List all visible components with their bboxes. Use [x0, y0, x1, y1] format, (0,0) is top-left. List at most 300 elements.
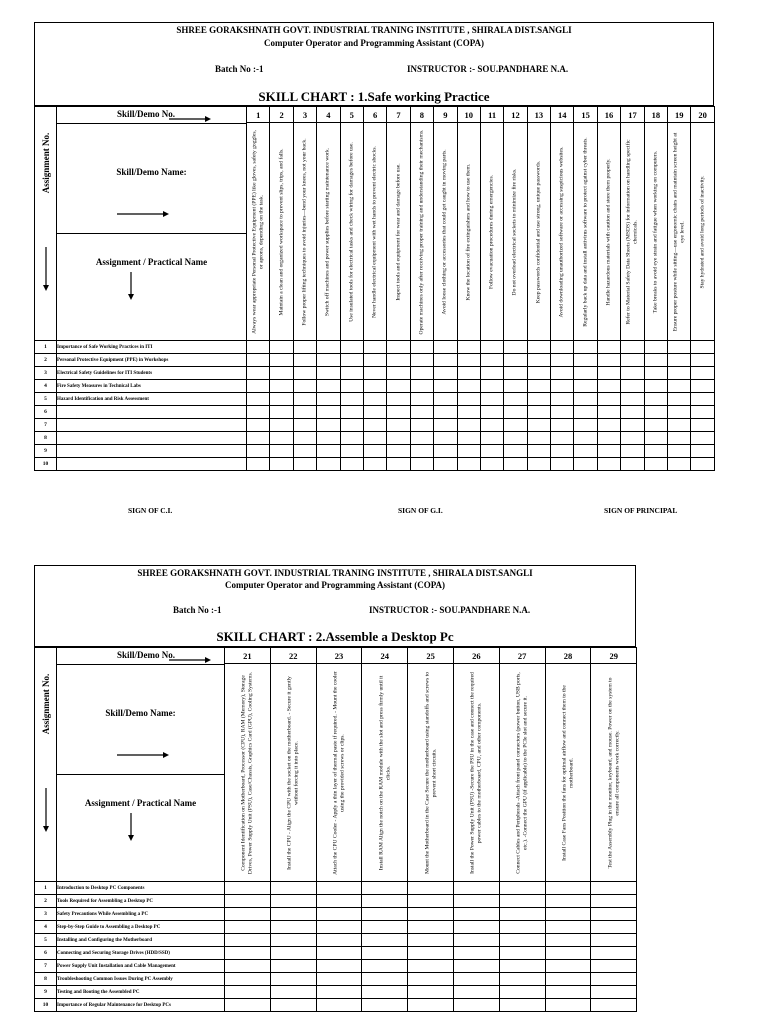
skill-check-cell[interactable]	[691, 393, 714, 406]
assignment-number: 9	[35, 445, 57, 458]
skill-check-cell[interactable]	[504, 380, 527, 393]
skill-check-cell[interactable]	[551, 406, 574, 419]
skill-check-cell[interactable]	[410, 354, 433, 367]
skill-check-cell[interactable]	[644, 341, 667, 354]
skill-check-cell[interactable]	[410, 445, 433, 458]
skill-check-cell[interactable]	[270, 380, 293, 393]
skill-check-cell[interactable]	[363, 458, 386, 471]
skill-check-cell[interactable]	[317, 458, 340, 471]
skill-check-cell[interactable]	[247, 419, 270, 432]
skill-check-cell[interactable]	[270, 934, 316, 947]
skill-check-cell[interactable]	[410, 432, 433, 445]
skill-check-cell[interactable]	[340, 458, 363, 471]
skill-check-cell[interactable]	[644, 445, 667, 458]
skill-check-cell[interactable]	[499, 986, 545, 999]
skill-check-cell[interactable]	[317, 445, 340, 458]
skill-check-cell[interactable]	[340, 367, 363, 380]
skill-check-cell[interactable]	[545, 999, 591, 1012]
skill-check-cell[interactable]	[340, 393, 363, 406]
skill-check-cell[interactable]	[247, 432, 270, 445]
skill-check-cell[interactable]	[363, 432, 386, 445]
chart2-instructor: INSTRUCTOR :- SOU.PANDHARE N.A.	[369, 605, 531, 615]
skill-check-cell[interactable]	[545, 921, 591, 934]
skill-check-cell[interactable]	[691, 341, 714, 354]
table-row	[35, 986, 637, 999]
skill-check-cell[interactable]	[668, 341, 691, 354]
skill-check-cell[interactable]	[434, 380, 457, 393]
skill-check-cell[interactable]	[362, 986, 408, 999]
skill-check-cell[interactable]	[574, 419, 597, 432]
skill-check-cell[interactable]	[551, 445, 574, 458]
skill-check-cell[interactable]	[591, 986, 637, 999]
skill-check-cell[interactable]	[545, 934, 591, 947]
skill-check-cell[interactable]	[363, 445, 386, 458]
skill-check-cell[interactable]	[551, 354, 574, 367]
skill-check-cell[interactable]	[340, 445, 363, 458]
skill-check-cell[interactable]	[408, 882, 454, 895]
skill-check-cell[interactable]	[362, 973, 408, 986]
skill-check-cell[interactable]	[527, 445, 550, 458]
skill-check-cell[interactable]	[408, 895, 454, 908]
skill-check-cell[interactable]	[457, 432, 480, 445]
skill-check-cell[interactable]	[668, 393, 691, 406]
skill-check-cell[interactable]	[597, 458, 620, 471]
skill-check-cell[interactable]	[499, 947, 545, 960]
skill-check-cell[interactable]	[293, 367, 316, 380]
skill-check-cell[interactable]	[340, 380, 363, 393]
skill-check-cell[interactable]	[591, 921, 637, 934]
skill-check-cell[interactable]	[340, 341, 363, 354]
skill-check-cell[interactable]	[668, 354, 691, 367]
skill-check-cell[interactable]	[644, 367, 667, 380]
skill-check-cell[interactable]	[551, 393, 574, 406]
skill-check-cell[interactable]	[225, 921, 271, 934]
skill-check-cell[interactable]	[225, 960, 271, 973]
skill-check-cell[interactable]	[691, 445, 714, 458]
skill-check-cell[interactable]	[434, 341, 457, 354]
skill-number: 13	[527, 107, 550, 123]
skill-check-cell[interactable]	[434, 419, 457, 432]
skill-check-cell[interactable]	[317, 341, 340, 354]
skill-check-cell[interactable]	[691, 354, 714, 367]
skill-check-cell[interactable]	[545, 947, 591, 960]
skill-check-cell[interactable]	[293, 406, 316, 419]
skill-demo-name-label: Skill/Demo Name:	[116, 167, 187, 177]
skill-check-cell[interactable]	[387, 380, 410, 393]
skill-check-cell[interactable]	[597, 406, 620, 419]
skill-number: 12	[504, 107, 527, 123]
sign-gi: SIGN OF G.I.	[398, 506, 443, 515]
skill-check-cell[interactable]	[225, 895, 271, 908]
skill-check-cell[interactable]	[480, 380, 503, 393]
skill-check-cell[interactable]	[317, 432, 340, 445]
skill-check-cell[interactable]	[691, 432, 714, 445]
skill-check-cell[interactable]	[668, 445, 691, 458]
skill-check-cell[interactable]	[340, 432, 363, 445]
skill-check-cell[interactable]	[644, 419, 667, 432]
skill-check-cell[interactable]	[387, 419, 410, 432]
skill-check-cell[interactable]	[293, 354, 316, 367]
skill-check-cell[interactable]	[270, 393, 293, 406]
skill-check-cell[interactable]	[668, 419, 691, 432]
skill-check-cell[interactable]	[574, 367, 597, 380]
skill-check-cell[interactable]	[316, 999, 362, 1012]
skill-check-cell[interactable]	[340, 354, 363, 367]
skill-check-cell[interactable]	[499, 973, 545, 986]
skill-check-cell[interactable]	[410, 406, 433, 419]
skill-check-cell[interactable]	[457, 354, 480, 367]
skill-check-cell[interactable]	[434, 406, 457, 419]
skill-check-cell[interactable]	[317, 367, 340, 380]
skill-check-cell[interactable]	[387, 367, 410, 380]
skill-check-cell[interactable]	[316, 882, 362, 895]
skill-check-cell[interactable]	[691, 367, 714, 380]
skill-check-cell[interactable]	[621, 380, 644, 393]
skill-check-cell[interactable]	[408, 921, 454, 934]
skill-number: 18	[644, 107, 667, 123]
skill-check-cell[interactable]	[408, 973, 454, 986]
skill-check-cell[interactable]	[545, 973, 591, 986]
skill-check-cell[interactable]	[247, 380, 270, 393]
skill-check-cell[interactable]	[644, 393, 667, 406]
skill-check-cell[interactable]	[480, 445, 503, 458]
skill-check-cell[interactable]	[597, 341, 620, 354]
skill-check-cell[interactable]	[597, 432, 620, 445]
skill-check-cell[interactable]	[457, 341, 480, 354]
skill-check-cell[interactable]	[247, 367, 270, 380]
skill-check-cell[interactable]	[504, 406, 527, 419]
table-row	[35, 367, 715, 380]
skill-check-cell[interactable]	[293, 341, 316, 354]
skill-check-cell[interactable]	[362, 934, 408, 947]
skill-check-cell[interactable]	[317, 354, 340, 367]
skill-check-cell[interactable]	[363, 354, 386, 367]
skill-check-cell[interactable]	[453, 934, 499, 947]
skill-check-cell[interactable]	[387, 406, 410, 419]
skill-check-cell[interactable]	[225, 986, 271, 999]
skill-check-cell[interactable]	[317, 406, 340, 419]
skill-check-cell[interactable]	[453, 895, 499, 908]
skill-check-cell[interactable]	[387, 393, 410, 406]
skill-check-cell[interactable]	[691, 458, 714, 471]
skill-check-cell[interactable]	[691, 419, 714, 432]
skill-check-cell[interactable]	[504, 393, 527, 406]
skill-check-cell[interactable]	[387, 341, 410, 354]
skill-check-cell[interactable]	[434, 432, 457, 445]
skill-check-cell[interactable]	[574, 393, 597, 406]
skill-check-cell[interactable]	[247, 341, 270, 354]
skill-check-cell[interactable]	[453, 986, 499, 999]
skill-check-cell[interactable]	[362, 882, 408, 895]
skill-check-cell[interactable]	[340, 406, 363, 419]
skill-check-cell[interactable]	[362, 999, 408, 1012]
skill-check-cell[interactable]	[591, 960, 637, 973]
skill-check-cell[interactable]	[410, 367, 433, 380]
skill-check-cell[interactable]	[453, 882, 499, 895]
skill-check-cell[interactable]	[362, 895, 408, 908]
skill-check-cell[interactable]	[225, 934, 271, 947]
skill-check-cell[interactable]	[551, 341, 574, 354]
skill-check-cell[interactable]	[225, 908, 271, 921]
skill-check-cell[interactable]	[621, 367, 644, 380]
skill-check-cell[interactable]	[453, 960, 499, 973]
skill-check-cell[interactable]	[691, 380, 714, 393]
skill-check-cell[interactable]	[551, 432, 574, 445]
skill-check-cell[interactable]	[591, 973, 637, 986]
skill-check-cell[interactable]	[434, 354, 457, 367]
skill-check-cell[interactable]	[363, 406, 386, 419]
skill-check-cell[interactable]	[410, 458, 433, 471]
skill-check-cell[interactable]	[597, 367, 620, 380]
skill-check-cell[interactable]	[621, 458, 644, 471]
skill-check-cell[interactable]	[270, 960, 316, 973]
skill-check-cell[interactable]	[574, 458, 597, 471]
skill-check-cell[interactable]	[270, 341, 293, 354]
skill-check-cell[interactable]	[597, 419, 620, 432]
skill-check-cell[interactable]	[644, 406, 667, 419]
skill-check-cell[interactable]	[408, 999, 454, 1012]
skill-check-cell[interactable]	[270, 432, 293, 445]
skill-check-cell[interactable]	[480, 419, 503, 432]
skill-check-cell[interactable]	[225, 947, 271, 960]
skill-check-cell[interactable]	[270, 973, 316, 986]
skill-check-cell[interactable]	[293, 380, 316, 393]
skill-check-cell[interactable]	[574, 380, 597, 393]
skill-check-cell[interactable]	[225, 973, 271, 986]
skill-check-cell[interactable]	[480, 354, 503, 367]
skill-check-cell[interactable]	[480, 406, 503, 419]
skill-check-cell[interactable]	[293, 458, 316, 471]
skill-check-cell[interactable]	[668, 367, 691, 380]
skill-check-cell[interactable]	[434, 393, 457, 406]
skill-check-cell[interactable]	[644, 458, 667, 471]
skill-check-cell[interactable]	[363, 380, 386, 393]
skill-check-cell[interactable]	[387, 458, 410, 471]
skill-check-cell[interactable]	[691, 406, 714, 419]
skill-check-cell[interactable]	[527, 419, 550, 432]
skill-check-cell[interactable]	[551, 380, 574, 393]
skill-check-cell[interactable]	[270, 921, 316, 934]
skill-check-cell[interactable]	[574, 445, 597, 458]
skill-check-cell[interactable]	[363, 393, 386, 406]
skill-check-cell[interactable]	[621, 341, 644, 354]
skill-check-cell[interactable]	[621, 445, 644, 458]
skill-check-cell[interactable]	[597, 445, 620, 458]
skill-check-cell[interactable]	[621, 406, 644, 419]
skill-check-cell[interactable]	[270, 419, 293, 432]
table-row	[35, 393, 715, 406]
skill-check-cell[interactable]	[410, 380, 433, 393]
skill-check-cell[interactable]	[504, 341, 527, 354]
skill-check-cell[interactable]	[293, 432, 316, 445]
skill-check-cell[interactable]	[457, 419, 480, 432]
skill-check-cell[interactable]	[270, 406, 293, 419]
skill-check-cell[interactable]	[453, 973, 499, 986]
skill-check-cell[interactable]	[527, 458, 550, 471]
skill-check-cell[interactable]	[408, 934, 454, 947]
skill-check-cell[interactable]	[247, 445, 270, 458]
skill-check-cell[interactable]	[668, 380, 691, 393]
skill-check-cell[interactable]	[527, 354, 550, 367]
skill-check-cell[interactable]	[408, 947, 454, 960]
skill-check-cell[interactable]	[457, 458, 480, 471]
skill-check-cell[interactable]	[270, 882, 316, 895]
skill-check-cell[interactable]	[499, 882, 545, 895]
skill-check-cell[interactable]	[270, 458, 293, 471]
skill-check-cell[interactable]	[504, 419, 527, 432]
skill-check-cell[interactable]	[527, 341, 550, 354]
skill-check-cell[interactable]	[293, 445, 316, 458]
skill-check-cell[interactable]	[293, 393, 316, 406]
skill-check-cell[interactable]	[316, 908, 362, 921]
skill-check-cell[interactable]	[597, 380, 620, 393]
skill-check-cell[interactable]	[363, 419, 386, 432]
skill-check-cell[interactable]	[317, 380, 340, 393]
skill-check-cell[interactable]	[504, 432, 527, 445]
skill-check-cell[interactable]	[316, 895, 362, 908]
skill-check-cell[interactable]	[453, 908, 499, 921]
skill-check-cell[interactable]	[225, 882, 271, 895]
skill-check-cell[interactable]	[247, 393, 270, 406]
skill-check-cell[interactable]	[316, 973, 362, 986]
skill-check-cell[interactable]	[574, 341, 597, 354]
skill-check-cell[interactable]	[591, 882, 637, 895]
skill-check-cell[interactable]	[387, 445, 410, 458]
skill-check-cell[interactable]	[270, 895, 316, 908]
skill-check-cell[interactable]	[480, 393, 503, 406]
skill-check-cell[interactable]	[591, 908, 637, 921]
skill-check-cell[interactable]	[621, 354, 644, 367]
skill-check-cell[interactable]	[545, 908, 591, 921]
skill-check-cell[interactable]	[480, 341, 503, 354]
skill-check-cell[interactable]	[527, 380, 550, 393]
skill-check-cell[interactable]	[408, 960, 454, 973]
skill-check-cell[interactable]	[545, 986, 591, 999]
skill-check-cell[interactable]	[591, 895, 637, 908]
skill-check-cell[interactable]	[545, 882, 591, 895]
skill-check-cell[interactable]	[480, 367, 503, 380]
skill-check-cell[interactable]	[270, 999, 316, 1012]
skill-check-cell[interactable]	[247, 406, 270, 419]
skill-check-cell[interactable]	[480, 432, 503, 445]
skill-check-cell[interactable]	[453, 999, 499, 1012]
skill-check-cell[interactable]	[668, 406, 691, 419]
skill-check-cell[interactable]	[597, 354, 620, 367]
skill-check-cell[interactable]	[574, 354, 597, 367]
skill-check-cell[interactable]	[457, 445, 480, 458]
skill-check-cell[interactable]	[247, 354, 270, 367]
skill-check-cell[interactable]	[504, 367, 527, 380]
skill-check-cell[interactable]	[574, 406, 597, 419]
skill-check-cell[interactable]	[340, 419, 363, 432]
skill-check-cell[interactable]	[434, 367, 457, 380]
skill-check-cell[interactable]	[591, 934, 637, 947]
skill-check-cell[interactable]	[574, 432, 597, 445]
skill-check-cell[interactable]	[527, 393, 550, 406]
skill-check-cell[interactable]	[457, 367, 480, 380]
skill-check-cell[interactable]	[270, 367, 293, 380]
skill-check-cell[interactable]	[527, 432, 550, 445]
skill-check-cell[interactable]	[545, 895, 591, 908]
skill-check-cell[interactable]	[408, 908, 454, 921]
skill-check-cell[interactable]	[316, 947, 362, 960]
skill-check-cell[interactable]	[499, 960, 545, 973]
skill-check-cell[interactable]	[621, 393, 644, 406]
skill-check-cell[interactable]	[270, 445, 293, 458]
skill-check-cell[interactable]	[499, 895, 545, 908]
skill-check-cell[interactable]	[527, 367, 550, 380]
skill-check-cell[interactable]	[387, 432, 410, 445]
skill-check-cell[interactable]	[457, 393, 480, 406]
skill-check-cell[interactable]	[504, 445, 527, 458]
skill-check-cell[interactable]	[316, 960, 362, 973]
skill-check-cell[interactable]	[225, 999, 271, 1012]
skill-check-cell[interactable]	[270, 986, 316, 999]
skill-check-cell[interactable]	[316, 986, 362, 999]
skill-check-cell[interactable]	[317, 419, 340, 432]
skill-check-cell[interactable]	[499, 999, 545, 1012]
skill-check-cell[interactable]	[527, 406, 550, 419]
skill-check-cell[interactable]	[270, 354, 293, 367]
skill-check-cell[interactable]	[504, 458, 527, 471]
skill-check-cell[interactable]	[668, 458, 691, 471]
skill-check-cell[interactable]	[551, 367, 574, 380]
skill-check-cell[interactable]	[387, 354, 410, 367]
skill-check-cell[interactable]	[363, 367, 386, 380]
skill-check-cell[interactable]	[247, 458, 270, 471]
skill-check-cell[interactable]	[621, 432, 644, 445]
skill-check-cell[interactable]	[316, 921, 362, 934]
skill-check-cell[interactable]	[270, 947, 316, 960]
skill-check-cell[interactable]	[316, 934, 362, 947]
skill-check-cell[interactable]	[591, 947, 637, 960]
skill-check-cell[interactable]	[453, 947, 499, 960]
skill-check-cell[interactable]	[410, 419, 433, 432]
skill-check-cell[interactable]	[363, 341, 386, 354]
skill-check-cell[interactable]	[621, 419, 644, 432]
skill-check-cell[interactable]	[551, 419, 574, 432]
skill-check-cell[interactable]	[410, 393, 433, 406]
skill-check-cell[interactable]	[545, 960, 591, 973]
skill-check-cell[interactable]	[410, 341, 433, 354]
skill-check-cell[interactable]	[499, 934, 545, 947]
skill-check-cell[interactable]	[644, 380, 667, 393]
skill-check-cell[interactable]	[293, 419, 316, 432]
skill-check-cell[interactable]	[668, 432, 691, 445]
skill-check-cell[interactable]	[408, 986, 454, 999]
skill-check-cell[interactable]	[597, 393, 620, 406]
skill-check-cell[interactable]	[362, 921, 408, 934]
skill-check-cell[interactable]	[551, 458, 574, 471]
skill-check-cell[interactable]	[453, 921, 499, 934]
skill-check-cell[interactable]	[591, 999, 637, 1012]
skill-check-cell[interactable]	[457, 406, 480, 419]
skill-check-cell[interactable]	[362, 947, 408, 960]
skill-check-cell[interactable]	[644, 354, 667, 367]
skill-check-cell[interactable]	[457, 380, 480, 393]
skill-check-cell[interactable]	[499, 908, 545, 921]
skill-check-cell[interactable]	[504, 354, 527, 367]
skill-check-cell[interactable]	[434, 458, 457, 471]
skill-check-cell[interactable]	[362, 908, 408, 921]
skill-check-cell[interactable]	[480, 458, 503, 471]
skill-check-cell[interactable]	[434, 445, 457, 458]
skill-check-cell[interactable]	[644, 432, 667, 445]
skill-check-cell[interactable]	[362, 960, 408, 973]
skill-check-cell[interactable]	[270, 908, 316, 921]
skill-check-cell[interactable]	[317, 393, 340, 406]
skill-check-cell[interactable]	[499, 921, 545, 934]
